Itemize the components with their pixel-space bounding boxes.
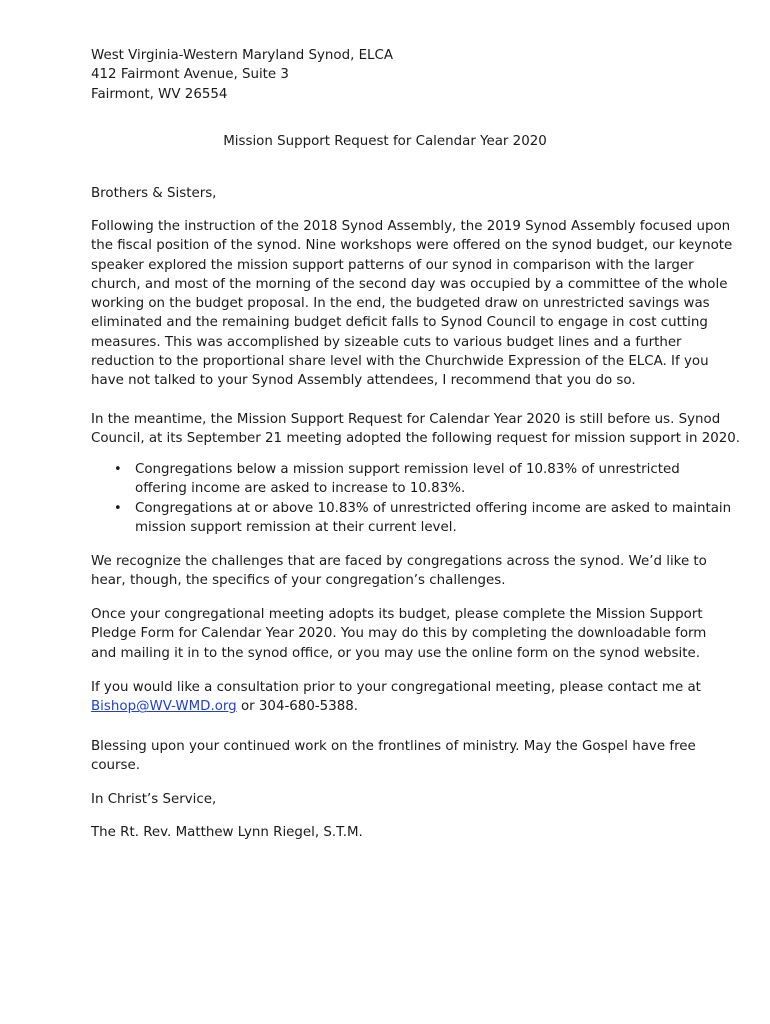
paragraph-line: Following the instruction of the 2018 Synod Assembly, the 2019 Synod Assembly focused upon [91,219,731,234]
paragraph-line: working on the budget proposal. In the end, the budgeted draw on unrestricted savings was [91,296,710,312]
closing: In Christ’s Service, [91,792,217,807]
paragraph-line: In the meantime, the Mission Support Request for Calendar Year 2020 is still before us. Synod [91,412,721,427]
bullet-item-below-level [91,460,691,499]
paragraph-line: and mailing it in to the synod office, or you may use the online form on the synod website. [91,645,700,661]
letter-title: Mission Support Request for Calendar Year 2020 [223,134,547,149]
paragraph-pledge-form [91,605,707,663]
signature: The Rt. Rev. Matthew Lynn Riegel, S.T.M. [91,825,363,840]
email-link[interactable]: Bishop@WV-WMD.org [91,699,237,715]
bullet-icon: • [114,462,122,477]
paragraph-line: church, and most of the morning of the second day was occupied by a committee of the whole [91,276,728,292]
paragraph-line: eliminated and the remaining budget deficit falls to Synod Council to engage in cost cutting [91,315,708,331]
paragraph-line: We recognize the challenges that are faced by congregations across the synod. We’d like to [91,554,707,569]
greeting: Brothers & Sisters, [91,186,217,201]
address-line-1: West Virginia-Western Maryland Synod, ELCA [91,48,394,63]
sender-address [91,46,691,104]
paragraph-line: Once your congregational meeting adopts its budget, please complete the Mission Support [91,607,703,622]
address-line-2: 412 Fairmont Avenue, Suite 3 [91,67,289,83]
bullet-line: Congregations at or above 10.83% of unrestricted offering income are asked to maintain [135,500,732,516]
paragraph-line: measures. This was accomplished by sizeable cuts to various budget lines and a further [91,334,682,350]
phone-text: or 304-680-5388. [236,699,359,715]
bullet-line: mission support remission at their current level. [135,519,457,535]
paragraph-meantime [91,410,741,449]
paragraph-line: hear, though, the specifics of your congregation’s challenges. [91,573,506,589]
paragraph-line: If you would like a consultation prior to your congregational meeting, please contact me at [91,680,701,695]
paragraph-line: Blessing upon your continued work on the frontlines of ministry. May the Gospel have free [91,739,696,754]
address-line-3: Fairmont, WV 26554 [91,86,228,102]
paragraph-line: Council, at its September 21 meeting adopted the following request for mission support in 2020. [91,431,741,447]
bullet-line: Congregations below a mission support remission level of 10.83% of unrestricted [135,462,680,477]
paragraph-line: speaker explored the mission support patterns of our synod in comparison with the larger [91,257,694,273]
bullet-icon: • [114,500,122,516]
paragraph-challenges [91,552,707,591]
paragraph-line: the fiscal position of the synod. Nine workshops were offered on the synod budget, our keynote [91,238,733,254]
paragraph-line: have not talked to your Synod Assembly attendees, I recommend that you do so. [91,373,636,389]
request-bullet-list [91,460,732,537]
paragraph-blessing [91,737,696,776]
bullet-line: offering income are asked to increase to 10.83%. [135,481,466,497]
paragraph-consultation [91,678,701,717]
bullet-item-at-or-above-level [91,499,732,538]
paragraph-line: course. [91,758,141,774]
paragraph-contact-line [91,697,691,716]
paragraph-assembly-summary [91,217,733,391]
paragraph-line: Pledge Form for Calendar Year 2020. You may do this by completing the downloadable form [91,626,707,642]
paragraph-line: reduction to the proportional share level with the Churchwide Expression of the ELCA. If you [91,354,709,370]
